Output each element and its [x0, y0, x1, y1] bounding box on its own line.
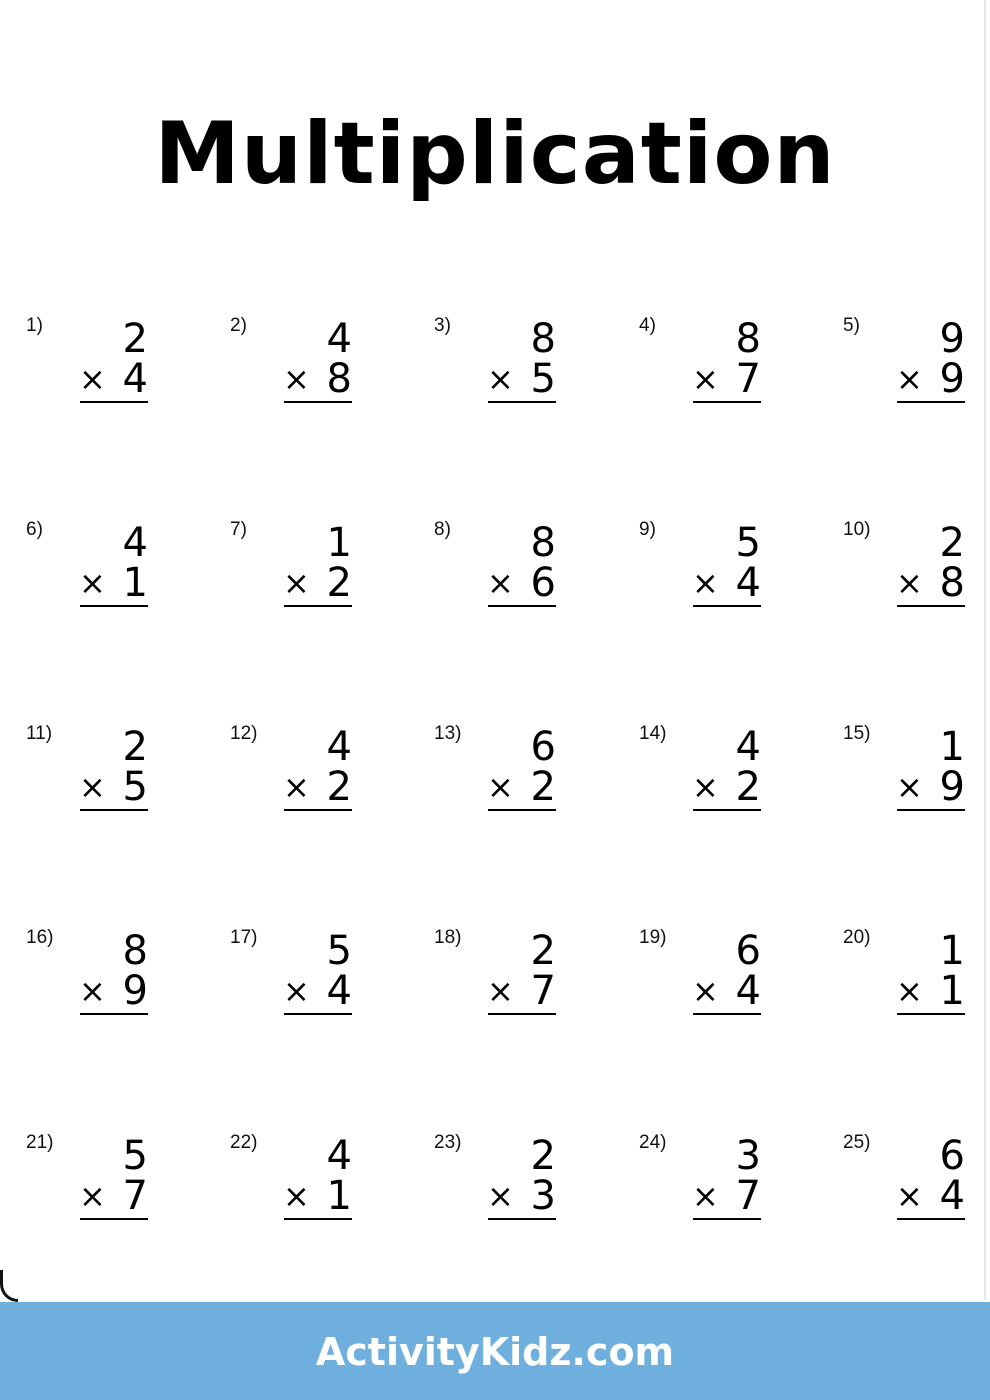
- times-sign: ×: [896, 564, 923, 602]
- problem-item: [843, 519, 965, 629]
- multiplicand: 6: [939, 1133, 965, 1179]
- problem-item: [230, 1132, 352, 1242]
- problem-item: [230, 519, 352, 629]
- multiplicand: 6: [530, 724, 556, 770]
- multiplier: 2: [326, 764, 352, 810]
- answer-line: [80, 809, 148, 811]
- times-sign: ×: [283, 768, 310, 806]
- multiplier: 7: [122, 1173, 148, 1219]
- problem-item: [230, 723, 352, 833]
- problem-number: 17): [230, 927, 258, 948]
- multiplier: 8: [326, 356, 352, 402]
- multiplier: 5: [122, 764, 148, 810]
- answer-line: [897, 1218, 965, 1220]
- problem-number: 3): [434, 315, 451, 336]
- multiplier: 1: [122, 560, 148, 606]
- answer-line: [488, 1218, 556, 1220]
- times-sign: ×: [283, 564, 310, 602]
- problem-number: 22): [230, 1132, 258, 1153]
- problem-number: 2): [230, 315, 247, 336]
- problem-number: 9): [639, 519, 656, 540]
- problem-item: [26, 519, 148, 629]
- problem-number: 12): [230, 723, 258, 744]
- problem-item: [639, 315, 761, 425]
- problem-number: 7): [230, 519, 247, 540]
- footer-banner: [0, 1302, 990, 1400]
- times-sign: ×: [896, 1177, 923, 1215]
- problem-item: [26, 927, 148, 1037]
- multiplier: 2: [326, 560, 352, 606]
- answer-line: [693, 1013, 761, 1015]
- problem-number: 6): [26, 519, 43, 540]
- multiplier: 9: [939, 356, 965, 402]
- multiplicand: 4: [326, 724, 352, 770]
- problem-item: [434, 519, 556, 629]
- answer-line: [284, 1218, 352, 1220]
- problem-item: [639, 519, 761, 629]
- multiplicand: 5: [122, 1133, 148, 1179]
- problem-item: [26, 1132, 148, 1242]
- multiplier: 4: [735, 560, 761, 606]
- multiplicand: 3: [735, 1133, 761, 1179]
- times-sign: ×: [692, 360, 719, 398]
- multiplicand: 8: [530, 316, 556, 362]
- answer-line: [488, 605, 556, 607]
- multiplier: 8: [939, 560, 965, 606]
- multiplier: 2: [735, 764, 761, 810]
- problem-number: 16): [26, 927, 54, 948]
- problem-number: 19): [639, 927, 667, 948]
- problem-number: 15): [843, 723, 871, 744]
- problem-item: [639, 927, 761, 1037]
- times-sign: ×: [896, 768, 923, 806]
- answer-line: [693, 401, 761, 403]
- answer-line: [897, 605, 965, 607]
- multiplicand: 1: [326, 520, 352, 566]
- times-sign: ×: [487, 972, 514, 1010]
- problem-number: 10): [843, 519, 871, 540]
- multiplier: 9: [122, 968, 148, 1014]
- multiplier: 1: [939, 968, 965, 1014]
- times-sign: ×: [79, 768, 106, 806]
- problem-item: [843, 1132, 965, 1242]
- answer-line: [693, 1218, 761, 1220]
- times-sign: ×: [896, 972, 923, 1010]
- times-sign: ×: [692, 1177, 719, 1215]
- times-sign: ×: [487, 1177, 514, 1215]
- multiplier: 6: [530, 560, 556, 606]
- problem-item: [434, 927, 556, 1037]
- problem-number: 4): [639, 315, 656, 336]
- times-sign: ×: [692, 972, 719, 1010]
- multiplicand: 2: [530, 1133, 556, 1179]
- answer-line: [897, 401, 965, 403]
- multiplicand: 2: [530, 928, 556, 974]
- multiplier: 4: [735, 968, 761, 1014]
- problem-number: 23): [434, 1132, 462, 1153]
- times-sign: ×: [692, 768, 719, 806]
- problem-number: 1): [26, 315, 43, 336]
- multiplicand: 8: [735, 316, 761, 362]
- problem-item: [843, 723, 965, 833]
- multiplicand: 8: [530, 520, 556, 566]
- problem-item: [26, 315, 148, 425]
- problem-item: [843, 315, 965, 425]
- answer-line: [897, 809, 965, 811]
- answer-line: [80, 401, 148, 403]
- multiplicand: 9: [939, 316, 965, 362]
- answer-line: [488, 1013, 556, 1015]
- multiplier: 2: [530, 764, 556, 810]
- problem-number: 5): [843, 315, 860, 336]
- multiplicand: 6: [735, 928, 761, 974]
- problem-number: 20): [843, 927, 871, 948]
- multiplicand: 5: [735, 520, 761, 566]
- multiplicand: 4: [326, 1133, 352, 1179]
- answer-line: [284, 1013, 352, 1015]
- multiplier: 4: [939, 1173, 965, 1219]
- problem-item: [639, 723, 761, 833]
- answer-line: [488, 809, 556, 811]
- multiplicand: 5: [326, 928, 352, 974]
- times-sign: ×: [487, 564, 514, 602]
- footer-site-name: ActivityKidz.com: [315, 1330, 675, 1374]
- times-sign: ×: [79, 564, 106, 602]
- multiplicand: 4: [735, 724, 761, 770]
- multiplier: 3: [530, 1173, 556, 1219]
- multiplier: 4: [326, 968, 352, 1014]
- times-sign: ×: [896, 360, 923, 398]
- problem-item: [639, 1132, 761, 1242]
- multiplicand: 2: [122, 724, 148, 770]
- problem-number: 18): [434, 927, 462, 948]
- problem-item: [434, 315, 556, 425]
- multiplicand: 1: [939, 724, 965, 770]
- times-sign: ×: [283, 1177, 310, 1215]
- multiplier: 5: [530, 356, 556, 402]
- answer-line: [284, 605, 352, 607]
- times-sign: ×: [487, 360, 514, 398]
- answer-line: [693, 809, 761, 811]
- problem-item: [230, 927, 352, 1037]
- multiplicand: 4: [122, 520, 148, 566]
- multiplicand: 2: [122, 316, 148, 362]
- times-sign: ×: [487, 768, 514, 806]
- problem-item: [434, 1132, 556, 1242]
- problem-number: 24): [639, 1132, 667, 1153]
- multiplier: 4: [122, 356, 148, 402]
- problem-item: [843, 927, 965, 1037]
- problem-item: [230, 315, 352, 425]
- multiplicand: 8: [122, 928, 148, 974]
- multiplicand: 2: [939, 520, 965, 566]
- times-sign: ×: [79, 972, 106, 1010]
- multiplier: 1: [326, 1173, 352, 1219]
- times-sign: ×: [79, 360, 106, 398]
- times-sign: ×: [283, 972, 310, 1010]
- multiplier: 7: [735, 356, 761, 402]
- answer-line: [80, 605, 148, 607]
- problem-item: [26, 723, 148, 833]
- answer-line: [284, 401, 352, 403]
- multiplier: 9: [939, 764, 965, 810]
- problem-number: 14): [639, 723, 667, 744]
- multiplicand: 1: [939, 928, 965, 974]
- answer-line: [80, 1218, 148, 1220]
- multiplier: 7: [735, 1173, 761, 1219]
- problem-number: 13): [434, 723, 462, 744]
- times-sign: ×: [692, 564, 719, 602]
- times-sign: ×: [283, 360, 310, 398]
- multiplicand: 4: [326, 316, 352, 362]
- answer-line: [80, 1013, 148, 1015]
- times-sign: ×: [79, 1177, 106, 1215]
- multiplier: 7: [530, 968, 556, 1014]
- answer-line: [897, 1013, 965, 1015]
- answer-line: [284, 809, 352, 811]
- problem-item: [434, 723, 556, 833]
- worksheet-title: Multiplication: [154, 104, 836, 204]
- problem-number: 25): [843, 1132, 871, 1153]
- answer-line: [488, 401, 556, 403]
- answer-line: [693, 605, 761, 607]
- problem-number: 11): [26, 723, 53, 744]
- problem-number: 21): [26, 1132, 54, 1153]
- problem-number: 8): [434, 519, 451, 540]
